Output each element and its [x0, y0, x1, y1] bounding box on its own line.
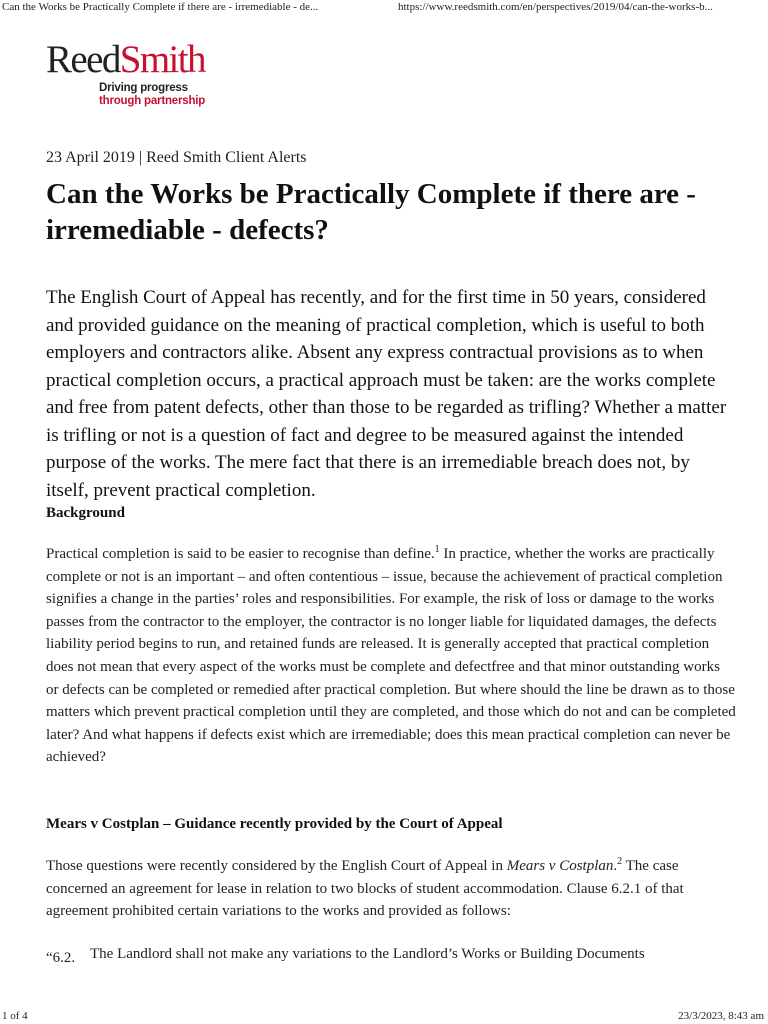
logo-wordmark: [46, 38, 246, 82]
reed-smith-logo[interactable]: [46, 38, 246, 114]
logo-tagline: [99, 82, 205, 108]
clause-text: The Landlord shall not make any variations to the Landlord’s Works or Building Documents: [90, 946, 645, 962]
case-name: Mears v Costplan: [506, 858, 614, 874]
print-header: [0, 0, 768, 16]
footnote-ref-2[interactable]: 2: [617, 856, 623, 867]
print-header-title: Can the Works be Practically Complete if there are - irremediable - de...: [2, 1, 319, 13]
page-title: Can the Works be Practically Complete if there are - irremediable - defects?: [46, 178, 696, 246]
page-number: 1 of 4: [2, 1010, 28, 1022]
logo-smith: Smith: [119, 38, 205, 81]
logo-tagline-line-1: Driving progress: [99, 82, 188, 94]
print-footer: [0, 1008, 768, 1024]
logo-reed: Reed: [46, 38, 120, 81]
print-datetime: 23/3/2023, 8:43 am: [678, 1010, 764, 1022]
mears-paragraph: [46, 855, 736, 923]
article-meta: 23 April 2019 | Reed Smith Client Alerts: [46, 149, 307, 166]
clause-number: “6.2.: [46, 950, 76, 966]
logo-tagline-line-2: through partnership: [99, 95, 206, 107]
mears-text-start: Those questions were recently considered by the English Court of Appeal in: [46, 858, 507, 874]
background-text-start: Practical completion is said to be easier to recognise than define.: [46, 546, 435, 562]
background-paragraph: [46, 543, 736, 769]
case-name-period: .: [613, 858, 618, 874]
mears-text-rest: The case concerned an agreement for lease in relation to two blocks of student accommodation. Clause 6.2.1 of that agreement prohibited certain variations to the works and provided as follows:: [46, 858, 684, 920]
lead-paragraph: The English Court of Appeal has recently, and for the first time in 50 years, considered and provided guidance on the meaning of practical completion, which is useful to both employers and contractors alike. Absent any express contractual provisions as to when practical completion occurs, a practical approach must be taken: are the works complete and free from patent defects, other than those to be regarded as trifling? Whether a matter is trifling or not is a question of fact and degree to be measured against the intended purpose of the works. The mere fact that there is an irremediable breach does not, by itself, prevent practical completion.: [46, 287, 727, 501]
background-text-rest: In practice, whether the works are practically complete or not is an important – and often contentious – issue, because the achievement of practical completion signifies a change in the parties’ roles and responsibilities. For example, the risk of loss or damage to the works passes from the contractor to the employer, the contractor is no longer liable for liquidated damages, the defects liability period begins to run, and retained funds are released. It is generally accepted that practical completion does not mean that every aspect of the works must be complete and defectfree and that minor outstanding works or defects can be completed or remedied after practical completion. But where should the line be drawn as to those matters which prevent practical completion until they are completed, and those which do not and can be completed later? And what happens if defects exist which are irremediable; does this mean practical completion can never be achieved?: [46, 546, 736, 766]
footnote-ref-1[interactable]: 1: [434, 544, 440, 555]
heading-background: Background: [46, 505, 125, 521]
print-header-url: https://www.reedsmith.com/en/perspectives/2019/04/can-the-works-b...: [398, 1, 713, 13]
heading-mears-v-costplan: Mears v Costplan – Guidance recently provided by the Court of Appeal: [46, 816, 503, 832]
